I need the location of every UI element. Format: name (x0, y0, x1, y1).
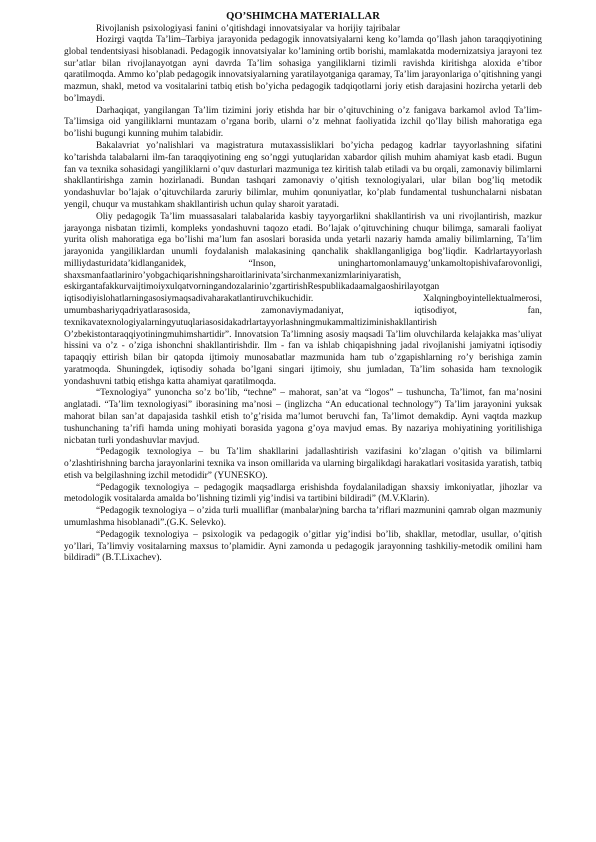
paragraph-lixachev-quote: “Pedagogik texnologiya – psixologik va pedagogik o’gitlar yig’indisi bo’lib, shakllar, metodlar, usullar, o’qitish yo’llari, Ta’limviy vositalarning maxsus to’plamidir. Ayni zamonda u pedagogik jarayonning tashkiliy-metodik omilini ham bildiradi” (B.T.Lixachev). (64, 529, 542, 564)
paragraph-bakalavriat: Bakalavriat yo’nalishlari va magistratura mutaxassisliklari bo’yicha pedagog kadrlar tayyorlashning sifatini ko’tarishda talabalarni ilm-fan taraqqiyotining eng so’nggi yutuqlaridan xabardor qilish muhim ahamiyat kasb etadi. Bugun fan va texnika sohasidagi yangiliklarni o’quv dasturlari mazmuniga tez kiritish talab etiladi va bu orqali, zamonaviy bilimlarni shakllantirishga zamin hozirlanadi. Bundan tashqari zamonaviy o’qitish texnologiyalari, ular bilan bog’liq metodik yondashuvlar bo’lajak o’qituvchilarda zaruriy bilimlar, muhim qonuniyatlar, ko’plab fundamental tushunchalarni nisbatan yengil, chuqur va mustahkam shakllantirish uchun qulay sharoit yaratadi. (64, 141, 542, 210)
paragraph-klarin-quote: “Pedagogik texnologiya – pedagogik maqsadlarga erishishda foydalaniladigan shaxsiy imkoniyatlar, jihozlar va metodologik vositalarda amalda bo’lishning tizimli yig’indisi va tartibini bildiradi” (M.V.Klarin). (64, 482, 542, 505)
document-subtitle: Rivojlanish psixologiyasi fanini o’qitishdagi innovatsiyalar va horijiy tajribalar (96, 24, 401, 34)
document-title: QO’SHIMCHA MATERIALLAR (226, 11, 380, 22)
paragraph-intro: Hozirgi vaqtda Ta’lim–Tarbiya jarayonida pedagogik innovatsiyalarni keng ko’lamda qo’llash jahon taraqqiyotining global tendentsiyasi hisoblanadi. Pedagogik innovatsiyalar ko’lamining ortib borishi, mamlakatda modernizatsiya jarayoni tez sur’atlar bilan rivojlanayotgan ayni davrda Ta’lim sohasiga yangiliklarni tizimli ravishda kiritishga aloxida e’tibor qaratilmoqda. Ammo ko’plab pedagogik innovatsiyalarning yaratilayotganiga qaramay, Ta’lim jarayonlariga o’qitishning yangi mazmun, shakl, metod va vositalarini tatbiq etish bo’yicha pedagogik tadqiqotlarni joriy etish darajasini hozircha yetarli deb bo’lmaydi. (64, 35, 542, 104)
paragraph-oliy-pedagogik: Oliy pedagogik Ta’lim muassasalari talabalarida kasbiy tayyorgarlikni shakllantirish va uni rivojlantirish, mazkur jarayonga nisbatan tizimli, kompleks yondashuvni taqozo etadi. Bo’lajak o’qituvchining chuqur bilimga, samarali faoliyat yurita olish mahoratiga ega bo’lishi ma’lum fan asoslari borasida unda yetarli nazariy hamda amaliy bilimlarning, Ta’lim jarayonida yangiliklardan unumli foydalanish malakasining qanchalik shakllanganligiga bog’liqdir. Kadrlartayyorlash milliydasturidata’kidlanganidek, “Inson, uninghartomonlamauyg’unkamoltopishivafarovonligi, shaxsmanfaatlariniro’yobgachiqarishningsharoitlarinivata’sirchanmexanizmlariniyaratish, eskirgantafakkurvaijtimoiyxulqatvorningandozalarinio’zgartirishRespublikadaamalgaoshirilayotgan iqtisodiyislohatlarningasosiymaqsadivaharakatlantiruvchikuchidir. Xalqningboyintellektualmerosi, umumbashariyqadriyatlarasosida, zamonaviymadaniyat, iqtisodiyot, fan, texnikavatexnologiyalarningyutuqlariasosidakadrlartayyorlashningmukammaltiziminishakllantirish O’zbekistontaraqqiyotiningmuhimshartidir”. Innovatsion Ta’limning asosiy maqsadi Ta’lim oluvchilarda kelajakka mas’uliyat hissini va o’z - o’ziga ishonchni shakllantirishdir. Ilm - fan va ishlab chiqapishning jadal rivojlanishi jamiyatni iqtisodiy tapaqqiy ettirish bilan bir qatopda ijtimoiy munosabatlar mazmunida ham tub o’zgapishlarning ro’y berishiga zamin yaratmoqda. Shuningdek, iqtisodiy sohada bo’lgani singari ijtimoiy, shu jumladan, Ta’lim sohasida ham texnologik yondashuvni tatbiq etishga katta ahamiyat qaratilmoqda. (64, 211, 542, 387)
paragraph-selevko-quote: “Pedagogik texnologiya – o’zida turli mualliflar (manbalar)ning barcha ta’riflari mazmunini qamrab olgan mazmuniy umumlashma hisoblanadi”.(G.K. Selevko). (64, 506, 542, 529)
paragraph-yunesko-quote: “Pedagogik texnologiya – bu Ta’lim shakllarini jadallashtirish vazifasini ko’zlagan o’qitish va bilimlarni o’zlashtirishning barcha jarayonlarini texnika va inson omillarida va ularning birgalikdagi harakatlari vositasida yaratish, tatbiq etish va belgilashning izchil metodidir” (YUNESKO). (64, 447, 542, 481)
paragraph-darhaqiqat: Darhaqiqat, yangilangan Ta’lim tizimini joriy etishda har bir o’qituvchining o’z fanigava barkamol avlod Ta’lim-Ta’limsiga oid yangiliklarni muntazam o’rgana borib, ularni o’z mehnat faoliyatida izchil qo’llay bilish mahoratiga ega bo’lishi bugungi kunning muhim talabidir. (64, 105, 542, 140)
paragraph-texnologiya-definition: “Texnologiya” yunoncha so’z bo’lib, “techne” – mahorat, san’at va “logos” – tushuncha, Ta’limot, fan ma’nosini anglatadi. “Ta’lim texnologiyasi” iborasining ma’nosi – (inglizcha “An educational technology”) Ta’lim jarayonini yuksak mahorat bilan san’at dapajasida tashkil etish to’g’risida ma’lumot beruvchi fan, Ta’limot demakdip. Ayni vaqtda mazkup tushunchaning ta’rifi hamda uning mohiyati borasida yagona g’oya mavjud emas. By nazariya mohiyatining yoritilishiga nicbatan turli yondashuvlar mavjud. (64, 388, 542, 446)
